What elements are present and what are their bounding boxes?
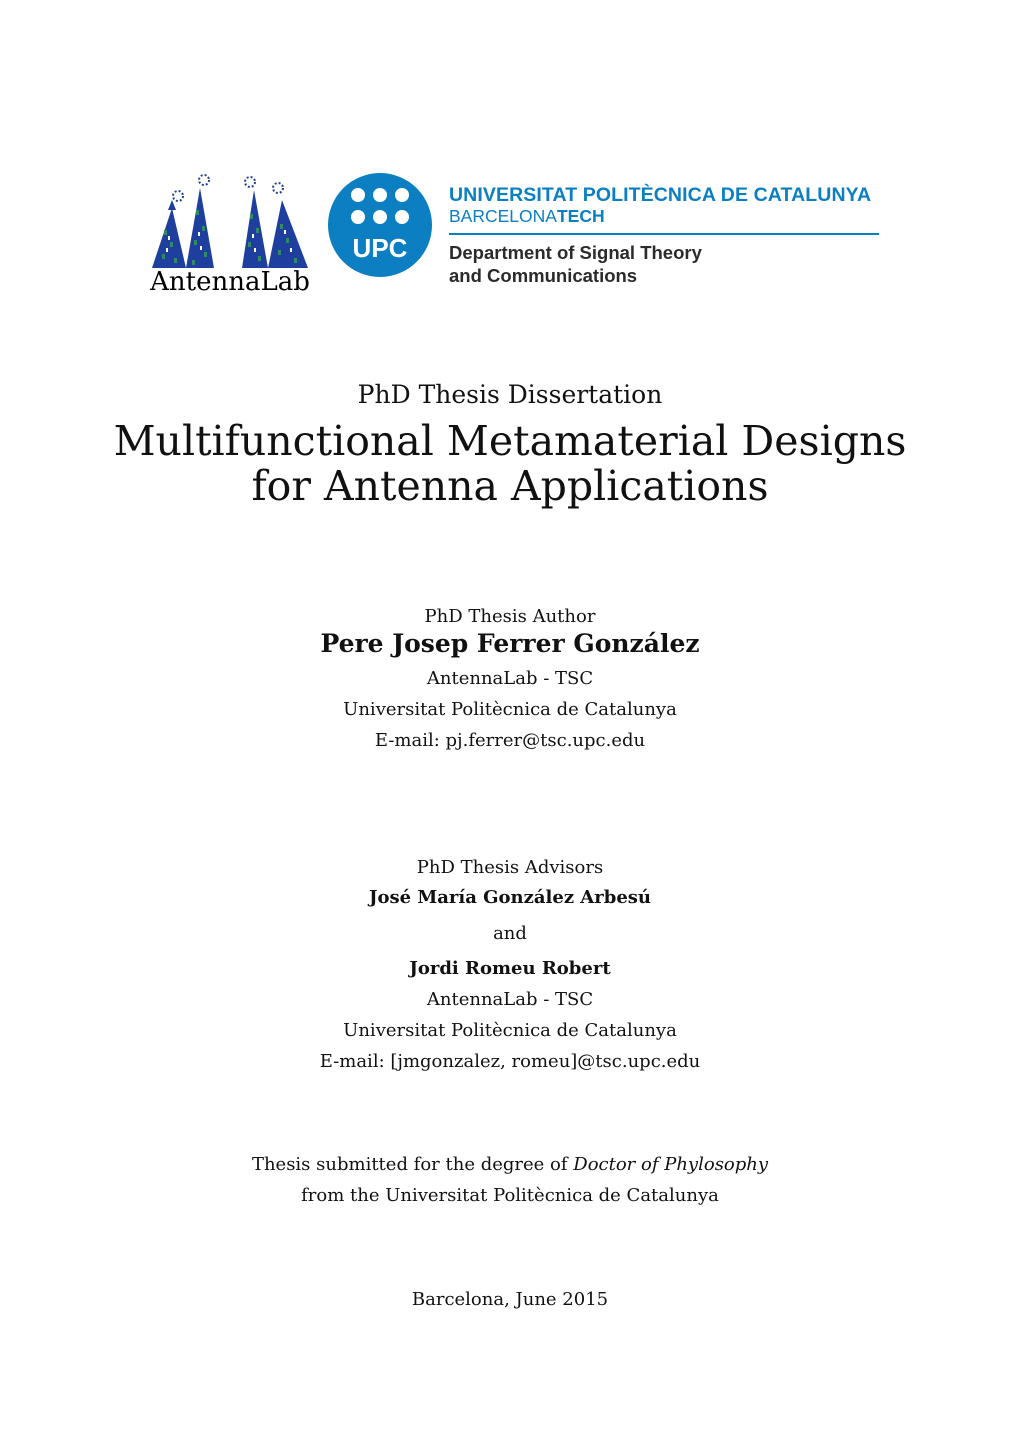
upc-logo — [328, 173, 432, 277]
place-date: Barcelona, June 2015 — [411, 1289, 609, 1310]
upc-subtitle-b: TECH — [556, 206, 605, 226]
thesis-title-line-2: for Antenna Applications — [251, 462, 769, 510]
advisor-2-name: Jordi Romeu Robert — [409, 958, 611, 979]
author-label: PhD Thesis Author — [424, 606, 596, 627]
author-affiliation: AntennaLab - TSC — [426, 668, 594, 689]
submission-line-1 — [0, 1154, 1020, 1175]
upc-title: UNIVERSITAT POLITÈCNICA DE CATALUNYA — [449, 184, 872, 206]
department-line-1: Department of Signal Theory — [449, 242, 702, 263]
thesis-title-line-1: Multifunctional Metamaterial Designs — [113, 417, 907, 465]
advisors-email: E-mail: [jmgonzalez, romeu]@tsc.upc.edu — [319, 1051, 701, 1072]
advisors-affiliation: AntennaLab - TSC — [426, 989, 594, 1010]
author-university: Universitat Politècnica de Catalunya — [343, 699, 677, 720]
submission-prefix: Thesis submitted for the degree of — [251, 1154, 574, 1175]
advisors-conjunction: and — [493, 923, 527, 944]
degree-name: Doctor of Phylosophy — [573, 1154, 769, 1175]
upc-subtitle — [449, 206, 605, 227]
antennalab-logo — [150, 170, 310, 300]
upc-circle-icon — [328, 173, 432, 277]
upc-divider — [449, 233, 879, 235]
advisor-1-name: José María González Arbesú — [368, 887, 652, 908]
antennalab-towers-icon — [150, 170, 310, 270]
antennalab-wordmark: AntennaLab — [150, 267, 310, 297]
upc-subtitle-a: BARCELONA — [449, 206, 557, 226]
department-line-2: and Communications — [449, 265, 638, 286]
upc-badge-text: UPC — [352, 233, 408, 263]
advisors-university: Universitat Politècnica de Catalunya — [343, 1020, 677, 1041]
document-kind: PhD Thesis Dissertation — [357, 380, 663, 409]
author-email: E-mail: pj.ferrer@tsc.upc.edu — [374, 730, 646, 751]
author-name: Pere Josep Ferrer González — [320, 629, 700, 658]
submission-line-2: from the Universitat Politècnica de Catalunya — [301, 1185, 719, 1206]
advisors-label: PhD Thesis Advisors — [416, 857, 604, 878]
